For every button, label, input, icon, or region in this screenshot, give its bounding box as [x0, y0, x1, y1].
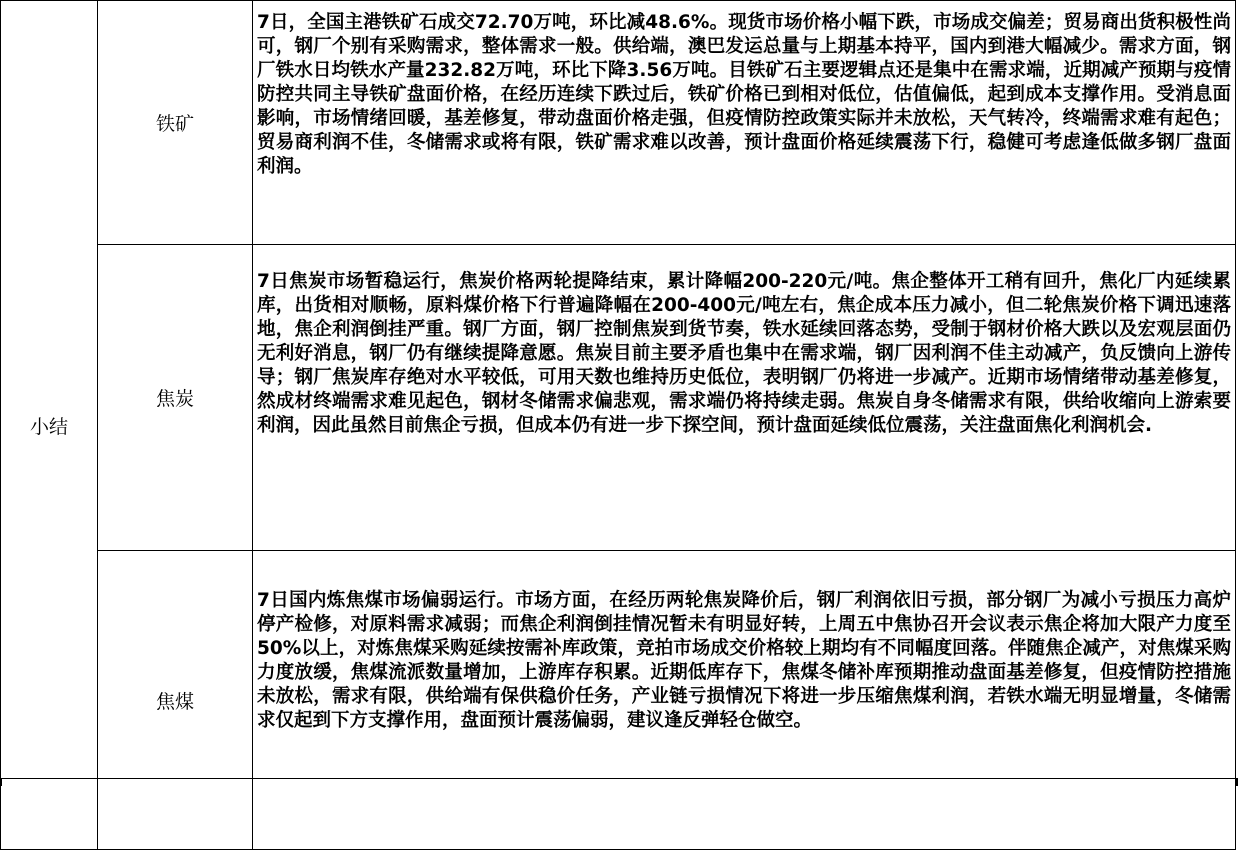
- commodity-name-cell: [98, 551, 253, 850]
- commodity-name-cell: [98, 1, 253, 245]
- commodity-commentary-cell: [253, 1, 1236, 245]
- summary-row-iron-ore: [1, 1, 1236, 245]
- category-label: 小结: [29, 415, 68, 438]
- summary-row-coking-coal: [1, 551, 1236, 850]
- commodity-commentary: 7日国内炼焦煤市场偏弱运行。市场方面，在经历两轮焦炭降价后，钢厂利润依旧亏损，部分钢厂为减小亏损压力高炉停产检修，对原料需求减弱；而焦企利润倒挂情况暂未有明显好转，上周五中焦协召开会议表示焦企将加大限产力度至50%以上，对炼焦煤采购延续按需补库政策，竞拍市场成交价格较上期均有不同幅度回落。伴随焦企减产，对焦煤采购力度放缓，焦煤流派数量增加，上游库存积累。近期低库存下，焦煤冬储补库预期推动盘面基差修复，但疫情防控措施未放松，需求有限，供给端有保供稳价任务，产业链亏损情况下将进一步压缩焦煤利润，若铁水端无明显增量，冬储需求仅起到下方支撑作用，盘面预计震荡偏弱，建议逢反弹轻仓做空。: [257, 590, 1231, 731]
- commodity-name: 铁矿: [155, 113, 194, 135]
- commodity-name: 焦煤: [155, 690, 194, 713]
- commodity-name: 焦炭: [155, 388, 194, 410]
- commodity-commentary: 7日，全国主港铁矿石成交72.70万吨，环比减48.6%。现货市场价格小幅下跌，市场成交偏差；贸易商出货积极性尚可，钢厂个别有采购需求，整体需求一般。供给端，澳巴发运总量与上期基本持平，国内到港大幅减少。需求方面，钢厂铁水日均铁水产量232.82万吨，环比下降3.56万吨。目铁矿石主要逻辑点还是集中在需求端，近期减产预期与疫情防控共同主导铁矿盘面价格，在经历连续下跌过后，铁矿价格已到相对低位，估值偏低，起到成本支撑作用。受消息面影响，市场情绪回暖，基差修复，带动盘面价格走强，但疫情防控政策实际并未放松，天气转冷，终端需求难有起色；贸易商利润不佳，冬储需求或将有限，铁矿需求难以改善，预计盘面价格延续震荡下行，稳健可考虑逢低做多钢厂盘面利润。: [257, 12, 1231, 177]
- category-cell: [1, 1, 98, 850]
- commodity-commentary-cell: [253, 551, 1236, 850]
- commodity-commentary-cell: [253, 245, 1236, 551]
- summary-row-coke: [1, 245, 1236, 551]
- commodity-name-cell: [98, 245, 253, 551]
- commodity-commentary: 7日焦炭市场暂稳运行，焦炭价格两轮提降结束，累计降幅200-220元/吨。焦企整体开工稍有回升，焦化厂内延续累库，出货相对顺畅，原料煤价格下行普遍降幅在200-400元/吨左右，焦企成本压力减小，但二轮焦炭价格下调迅速落地，焦企利润倒挂严重。钢厂方面，钢厂控制焦炭到货节奏，铁水延续回落态势，受制于钢材价格大跌以及宏观层面仍无利好消息，钢厂仍有继续提降意愿。焦炭目前主要矛盾也集中在需求端，钢厂因利润不佳主动减产，负反馈向上游传导；钢厂焦炭库存绝对水平较低，可用天数也维持历史低位，表明钢厂仍将进一步减产。近期市场情绪带动基差修复，然成材终端需求难见起色，钢材冬储需求偏悲观，需求端仍将持续走弱。焦炭自身冬储需求有限，供给收缩向上游索要利润，因此虽然目前焦企亏损，但成本仍有进一步下探空间，预计盘面延续低位震荡，关注盘面焦化利润机会.: [257, 271, 1231, 436]
